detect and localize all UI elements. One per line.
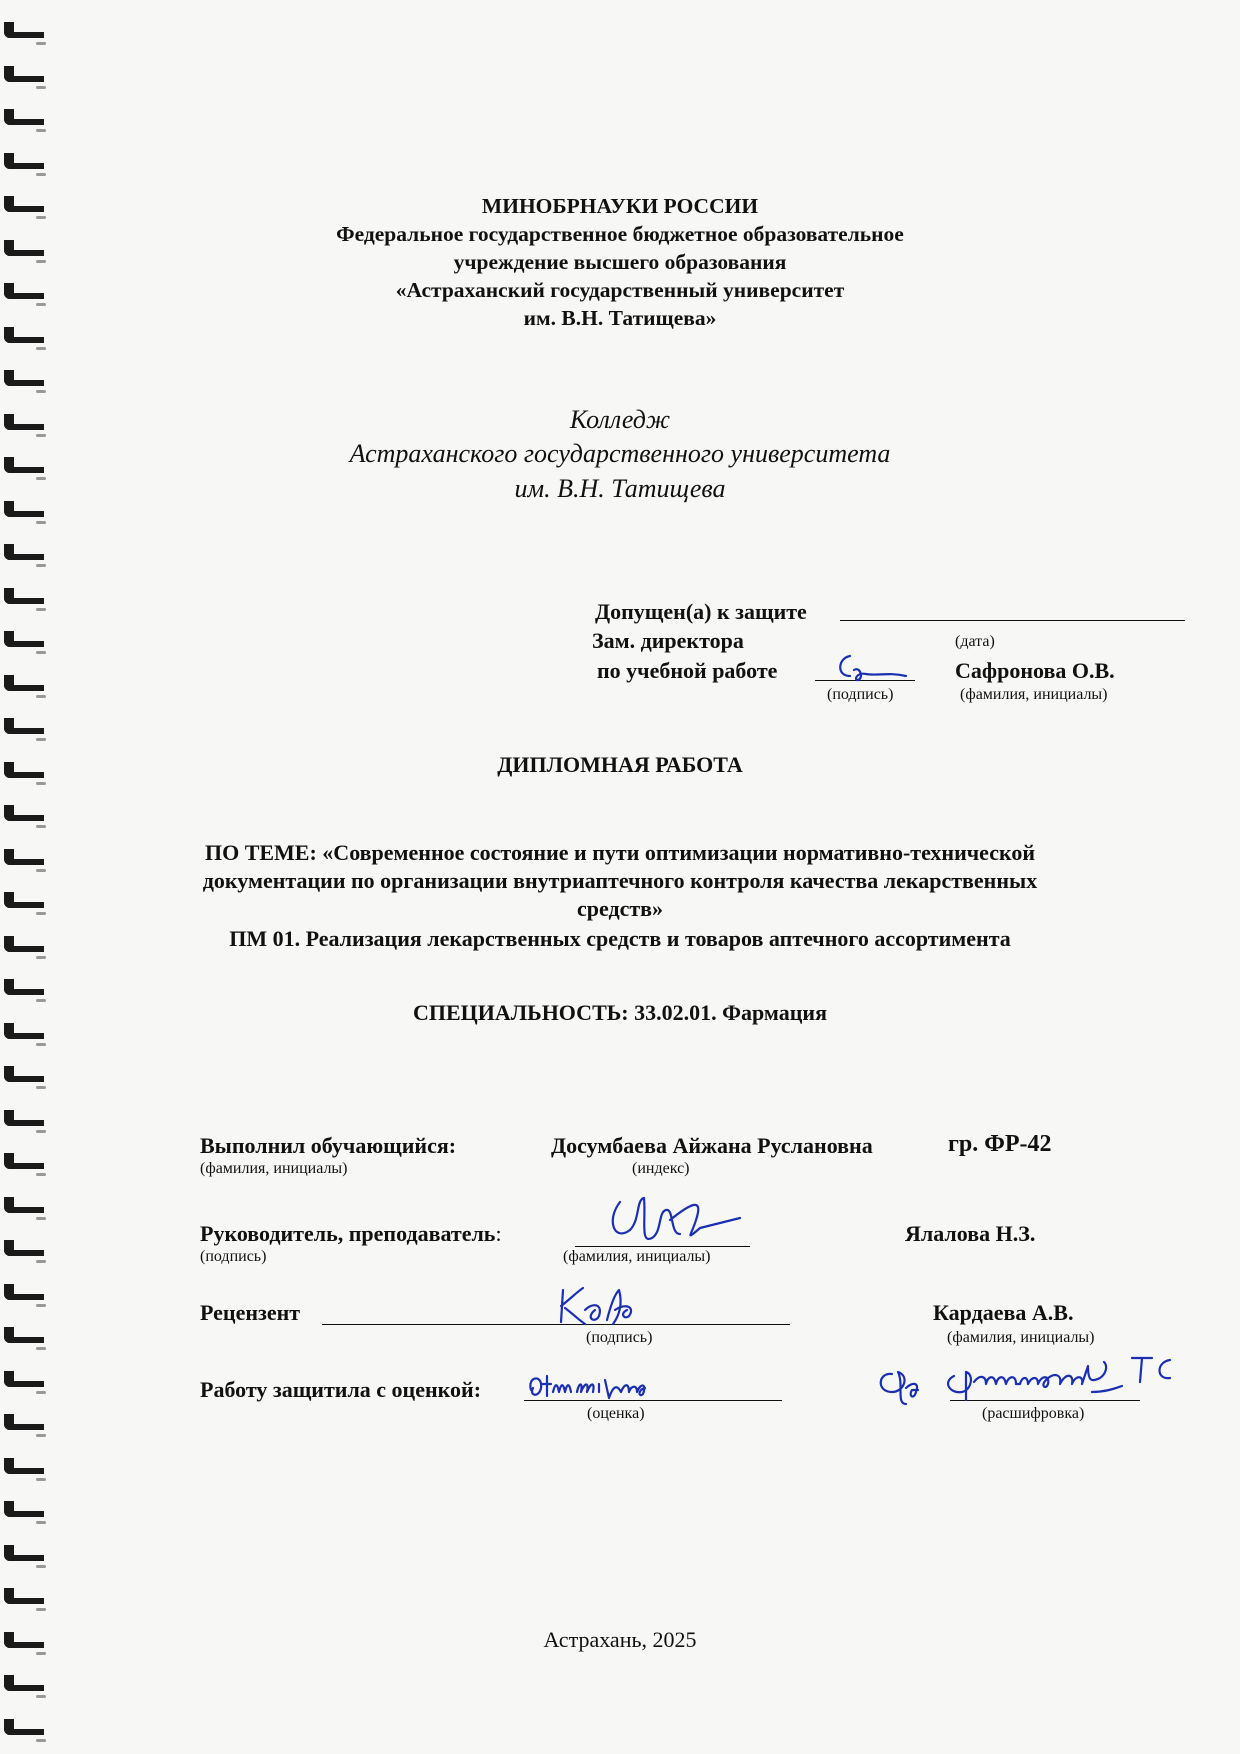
binding-hole <box>36 1304 46 1307</box>
binding-ring <box>4 544 44 560</box>
binding-ring <box>4 153 44 169</box>
work-type-title: ДИПЛОМНАЯ РАБОТА <box>497 752 743 777</box>
binding-hole <box>36 347 46 350</box>
college-line-1: Колледж <box>569 405 671 434</box>
topic-line-2: документации по организации внутриаптечного контроля качества лекарственных <box>202 868 1038 893</box>
supervisor-signature-caption: (подпись) <box>200 1248 267 1265</box>
binding-hole <box>36 1565 46 1568</box>
binding-hole <box>36 1391 46 1394</box>
binding-hole <box>36 42 46 45</box>
binding-ring <box>4 1197 44 1213</box>
binding-hole <box>36 1478 46 1481</box>
binding-ring <box>4 675 44 691</box>
student-label: Выполнил обучающийся: <box>200 1133 457 1158</box>
binding-hole <box>36 1217 46 1220</box>
ministry-name: МИНОБРНАУКИ РОССИИ <box>481 194 759 218</box>
binding-hole <box>36 1521 46 1524</box>
binding-ring <box>4 631 44 647</box>
student-name: Досумбаева Айжана Руслановна <box>551 1133 873 1158</box>
university-name-2: им. В.Н. Татищева» <box>523 306 717 330</box>
binding-ring <box>4 1501 44 1517</box>
binding-ring <box>4 1588 44 1604</box>
supervisor-name-caption: (фамилия, инициалы) <box>563 1248 711 1265</box>
reviewer-signature-caption: (подпись) <box>586 1329 653 1346</box>
institution-line-2: учреждение высшего образования <box>453 250 787 274</box>
binding-ring <box>4 1066 44 1082</box>
binding-hole <box>36 1173 46 1176</box>
binding-hole <box>36 1260 46 1263</box>
binding-hole <box>36 651 46 654</box>
binding-hole <box>36 1130 46 1133</box>
place-year: Астрахань, 2025 <box>543 1627 697 1652</box>
grade-handwriting <box>525 1368 675 1404</box>
defense-label: Работу защитила с оценкой: <box>200 1377 482 1402</box>
university-name: «Астраханский государственный университет <box>395 278 845 302</box>
binding-ring <box>4 1414 44 1430</box>
deputy-label: Зам. директора <box>592 628 744 653</box>
deputy-signature-caption: (подпись) <box>827 686 894 703</box>
binding-hole <box>36 1608 46 1611</box>
date-caption: (дата) <box>955 633 995 650</box>
college-line-2: Астраханского государственного университета <box>349 439 891 468</box>
binding-ring <box>4 805 44 821</box>
specialty: СПЕЦИАЛЬНОСТЬ: 33.02.01. Фармация <box>412 1000 828 1025</box>
binding-hole <box>36 390 46 393</box>
binding-hole <box>36 738 46 741</box>
binding-hole <box>36 695 46 698</box>
binding-hole <box>36 1695 46 1698</box>
binding-hole <box>36 825 46 828</box>
binding-hole <box>36 564 46 567</box>
reviewer-name-caption: (фамилия, инициалы) <box>947 1329 1095 1346</box>
institution-line-1: Федеральное государственное бюджетное образовательное <box>336 222 904 246</box>
supervisor-label <box>200 1221 502 1247</box>
binding-hole <box>36 129 46 132</box>
college-line-3: им. В.Н. Татищева <box>514 474 726 503</box>
binding-ring <box>4 718 44 734</box>
binding-ring <box>4 1719 44 1735</box>
binding-hole <box>36 173 46 176</box>
supervisor-label-text: Руководитель, преподаватель <box>200 1221 496 1246</box>
binding-ring <box>4 588 44 604</box>
deputy-name-caption: (фамилия, инициалы) <box>960 686 1108 703</box>
binding-ring <box>4 1371 44 1387</box>
reviewer-name: Кардаева А.В. <box>933 1300 1074 1325</box>
binding-hole <box>36 1739 46 1742</box>
student-name-caption: (фамилия, инициалы) <box>200 1160 348 1177</box>
topic-line-1: ПО ТЕМЕ: «Современное состояние и пути оптимизации нормативно-технической <box>204 840 1036 865</box>
reviewer-signature <box>555 1280 665 1330</box>
binding-hole <box>36 1347 46 1350</box>
binding-ring <box>4 1153 44 1169</box>
binding-hole <box>36 608 46 611</box>
binding-hole <box>36 86 46 89</box>
binding-ring <box>4 22 44 38</box>
supervisor-colon: : <box>495 1221 502 1246</box>
binding-hole <box>36 956 46 959</box>
deputy-name: Сафронова О.В. <box>955 658 1115 683</box>
decoding-caption: (расшифровка) <box>982 1405 1085 1422</box>
binding-ring <box>4 1110 44 1126</box>
topic-line-3: средств» <box>576 896 664 921</box>
academic-label: по учебной работе <box>597 658 778 683</box>
binding-hole <box>36 1434 46 1437</box>
student-group: гр. ФР-42 <box>948 1131 1052 1157</box>
binding-ring <box>4 370 44 386</box>
binding-ring <box>4 979 44 995</box>
binding-ring <box>4 66 44 82</box>
binding-ring <box>4 1458 44 1474</box>
binding-hole <box>36 521 46 524</box>
binding-ring <box>4 1284 44 1300</box>
binding-hole <box>36 1086 46 1089</box>
supervisor-name: Ялалова Н.З. <box>905 1221 1036 1246</box>
binding-ring <box>4 1327 44 1343</box>
binding-ring <box>4 1545 44 1561</box>
admitted-label: Допущен(а) к защите <box>595 599 807 624</box>
grade-caption: (оценка) <box>587 1405 645 1422</box>
binding-ring <box>4 109 44 125</box>
professional-module: ПМ 01. Реализация лекарственных средств и товаров аптечного ассортимента <box>229 926 1011 951</box>
admitted-date-line <box>840 620 1185 621</box>
binding-ring <box>4 1675 44 1691</box>
student-index-caption: (индекс) <box>632 1160 690 1177</box>
deputy-signature <box>820 648 910 684</box>
reviewer-label: Рецензент <box>200 1300 301 1325</box>
binding-hole <box>36 1043 46 1046</box>
binding-ring <box>4 1240 44 1256</box>
binding-hole <box>36 782 46 785</box>
